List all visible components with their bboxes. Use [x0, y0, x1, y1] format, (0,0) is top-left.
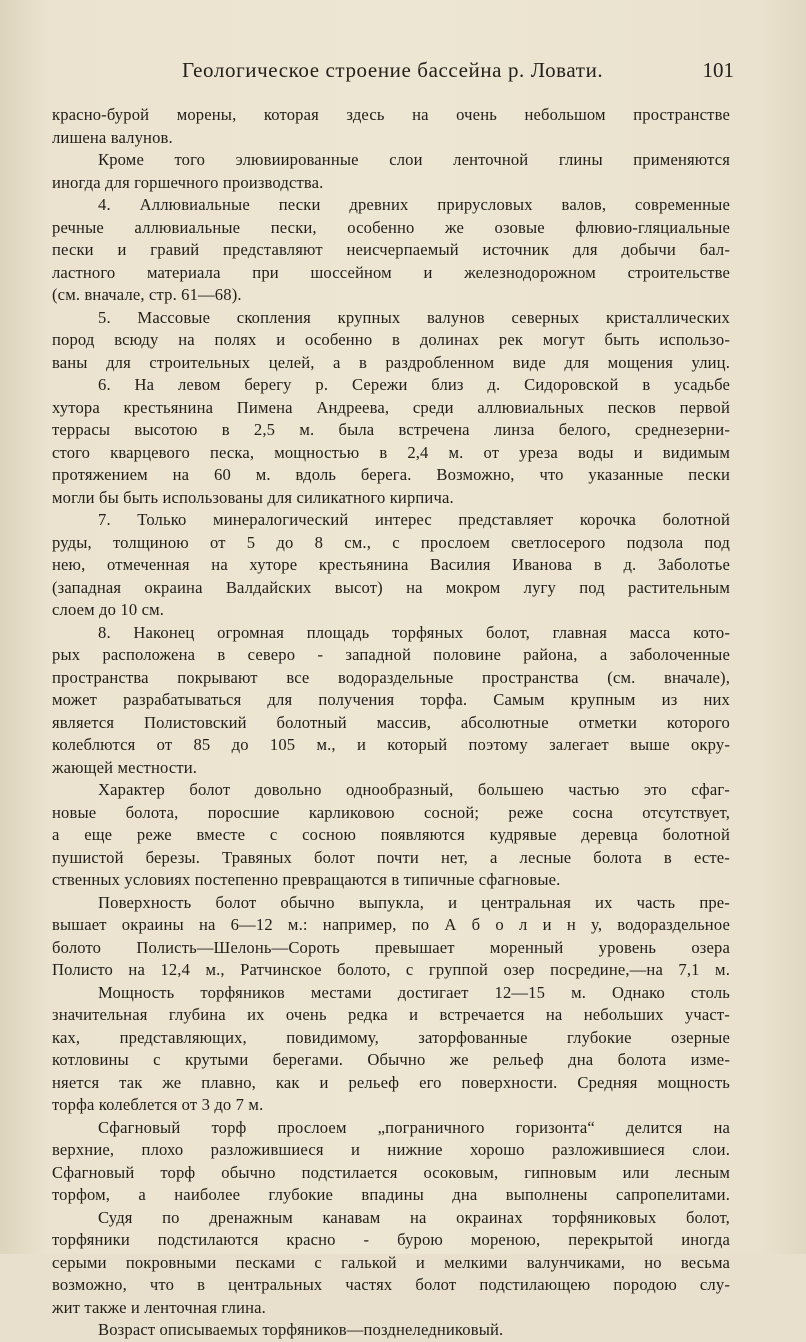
text-line: 5. Массовые скопления крупных валунов северных кристаллических [98, 307, 730, 327]
text-line: торфом, а наиболее глубокие впадины дна выполнены сапропелитами. [52, 1185, 730, 1204]
text-line: ках, представляющих, повидимому, заторфованные глубокие озерные [52, 1027, 730, 1047]
text-line: жит также и ленточная глина. [52, 1297, 266, 1317]
text-line: (западная окраина Валдайских высот) на мокром лугу под растительным [52, 577, 730, 597]
text-line: возможно, что в центральных частях болот подстилающею породою слу- [52, 1275, 730, 1294]
text-line: является Полистовский болотный массив, абсолютные отметки которого [52, 712, 730, 732]
text-line: лишена валунов. [52, 127, 173, 147]
text-line: вышает окраины на 6—12 м.: например, по А б о л и н у, водораздельное [52, 915, 730, 934]
page-body [52, 104, 730, 1342]
text-line: пространства покрывают все водораздельные пространства (см. вначале), [52, 667, 730, 687]
text-line: значительная глубина их очень редка и встречается на небольших участ- [52, 1005, 730, 1024]
text-line: болото Полисть—Шелонь—Сороть превышает моренный уровень озера [52, 937, 730, 957]
text-line: Сфагновый торф прослоем „пограничного горизонта“ делится на [98, 1117, 730, 1137]
text-line: речные аллювиальные пески, особенно же озовые флювио-гляциальные [52, 217, 730, 237]
text-line: протяжением на 60 м. вдоль берега. Возможно, что указанные пески [52, 465, 730, 484]
running-title: Геологическое строение бассейна р. Ловати. [182, 58, 604, 82]
text-line: Характер болот довольно однообразный, большею частью это сфаг- [98, 780, 730, 799]
text-line: верхние, плохо разложившиеся и нижние хорошо разложившиеся слои. [52, 1140, 730, 1159]
text-line: Поверхность болот обычно выпукла, и центральная их часть пре- [98, 892, 730, 912]
text-line: террасы высотою в 2,5 м. была встречена линза белого, среднезерни- [52, 420, 730, 439]
text-line: руды, толщиною от 5 до 8 см., с прослоем светлосерого подзола под [52, 532, 730, 552]
running-header [182, 58, 734, 88]
text-line: Сфагновый торф обычно подстилается осоковым, гипновым или лесным [52, 1162, 730, 1182]
text-line: рых расположена в северо - западной половине района, а заболоченные [52, 645, 730, 664]
text-line: может разрабатываться для получения торфа. Самым крупным из них [52, 690, 730, 709]
text-line: красно-бурой морены, которая здесь на очень небольшом пространстве [52, 105, 730, 124]
text-line: (см. вначале, стр. 61—68). [52, 285, 242, 304]
text-line: торфа колеблется от 3 до 7 м. [52, 1095, 264, 1114]
text-line: ластного материала при шоссейном и железнодорожном строительстве [52, 262, 730, 282]
text-line: ваны для строительных целей, а в раздробленном виде для мощения улиц. [52, 352, 730, 372]
text-line: могли бы быть использованы для силикатного кирпича. [52, 487, 454, 507]
text-line: новые болота, поросшие карликовою сосной; реже сосна отсутствует, [52, 802, 730, 822]
text-line: хутора крестьянина Пимена Андреева, среди аллювиальных песков первой [52, 397, 730, 417]
text-line: жающей местности. [52, 757, 198, 777]
text-line: Полисто на 12,4 м., Ратчинское болото, с группой озер посредине,—на 7,1 м. [52, 960, 730, 979]
text-line: пород всюду на полях и особенно в долинах рек могут быть использо- [52, 330, 730, 349]
text-line: Возраст описываемых торфяников—позднеледниковый. [98, 1320, 504, 1339]
text-line: колеблются от 85 до 105 м., и который поэтому залегает выше окру- [52, 735, 730, 754]
text-line: Мощность торфяников местами достигает 12—15 м. Однако столь [98, 982, 730, 1002]
text-line: пушистой березы. Травяных болот почти нет, а лесные болота в есте- [52, 847, 730, 867]
text-line: нею, отмеченная на хуторе крестьянина Василия Иванова в д. Заболотье [52, 555, 730, 574]
text-line: серыми покровными песками с галькой и мелкими валунчиками, но весьма [52, 1252, 730, 1272]
text-line: 4. Аллювиальные пески древних прирусловых валов, современные [98, 195, 730, 214]
text-line: торфяники подстилаются красно - бурою мореною, перекрытой иногда [52, 1230, 730, 1249]
text-line: котловины с крутыми берегами. Обычно же рельеф дна болота изме- [52, 1050, 730, 1069]
text-line: няется так же плавно, как и рельеф его поверхности. Средняя мощность [52, 1072, 730, 1092]
text-line: ственных условиях постепенно превращаются в типичные сфагновые. [52, 870, 561, 889]
text-line: 6. На левом берегу р. Сережи близ д. Сидоровской в усадьбе [98, 375, 730, 394]
text-line: Кроме того элювиированные слои ленточной глины применяются [98, 150, 730, 169]
text-line: Судя по дренажным канавам на окраинах торфяниковых болот, [98, 1207, 730, 1227]
text-line: 8. Наконец огромная площадь торфяных болот, главная масса кото- [98, 622, 730, 642]
text-line: стого кварцевого песка, мощностью в 2,4 м. от уреза воды и видимым [52, 442, 730, 462]
text-line: 7. Только минералогический интерес представляет корочка болотной [98, 510, 730, 529]
page-number: 101 [702, 58, 734, 82]
text-line: а еще реже вместе с сосною появляются кудрявые деревца болотной [52, 825, 730, 844]
text-line: пески и гравий представляют неисчерпаемый источник для добычи бал- [52, 240, 730, 259]
text-line: иногда для горшечного производства. [52, 172, 324, 192]
text-line: слоем до 10 см. [52, 600, 165, 619]
